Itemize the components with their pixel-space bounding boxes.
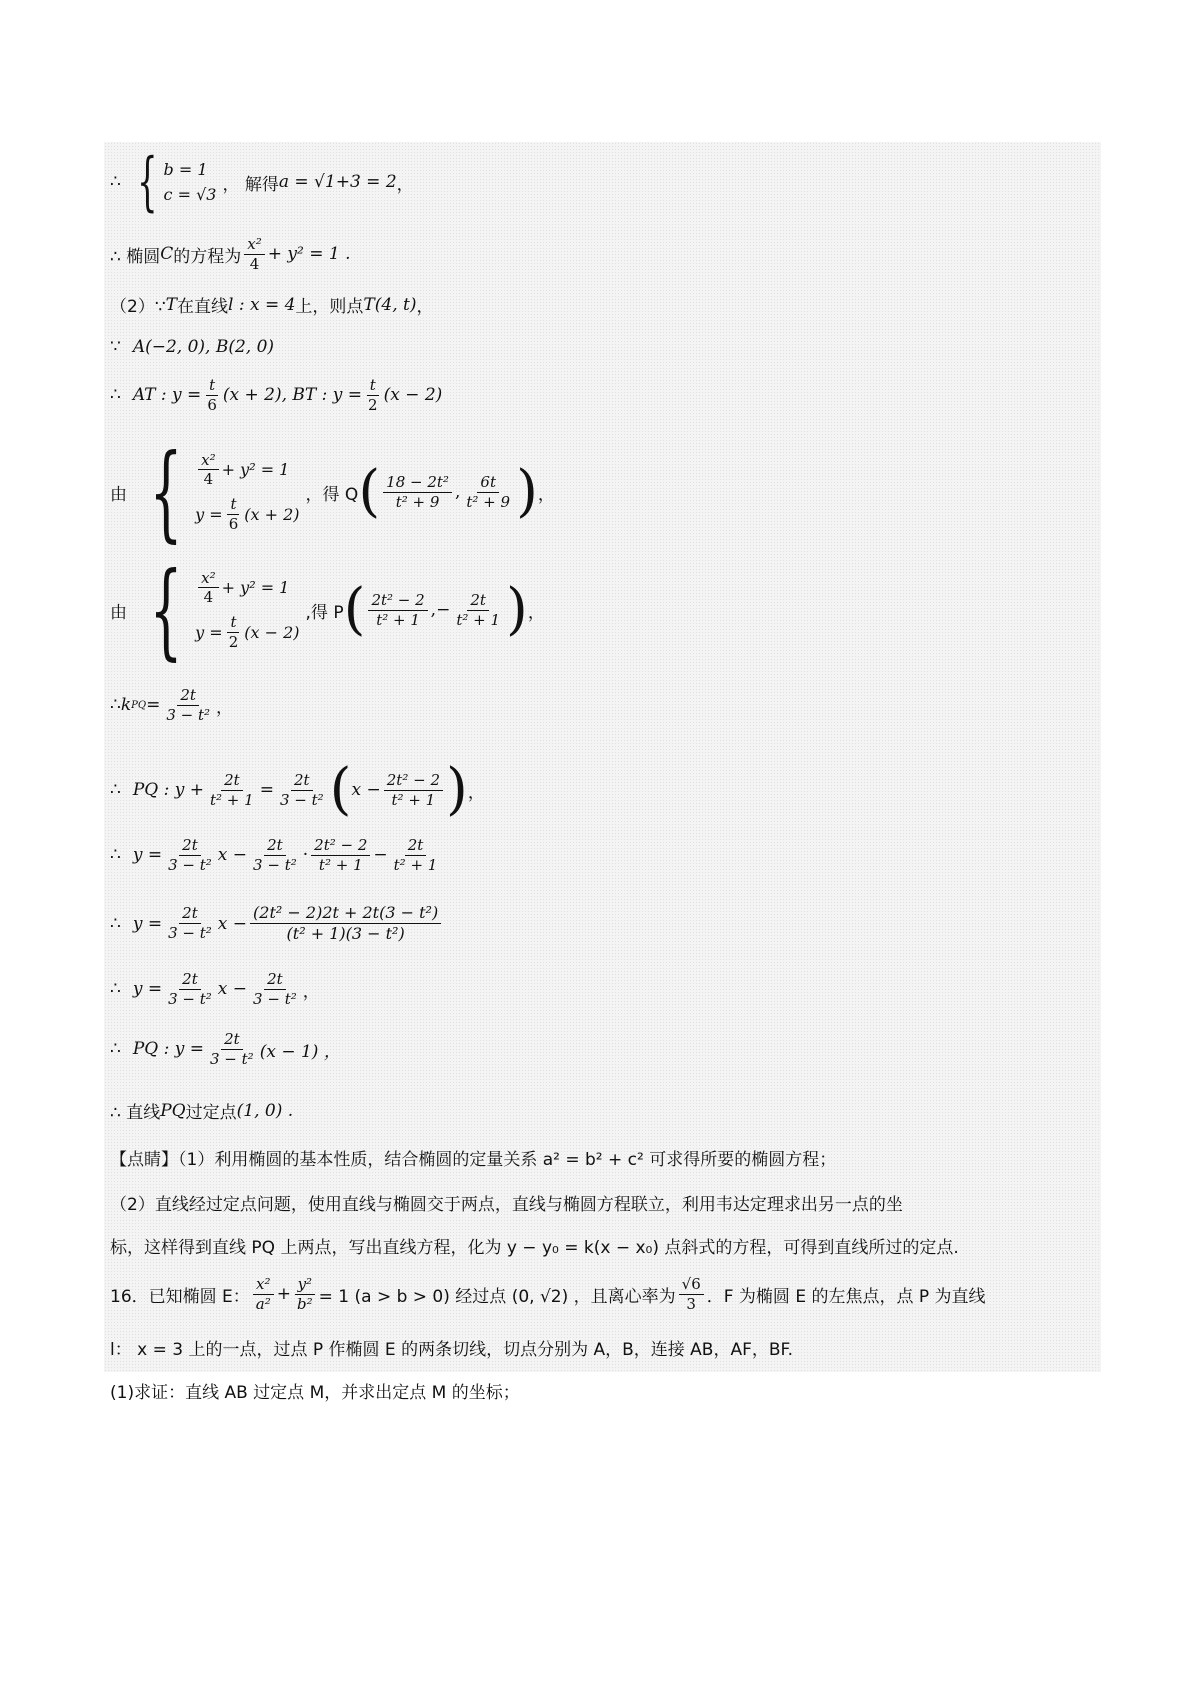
text: ∴ 椭圆 [110,246,161,267]
therefore-symbol: ∴ [110,780,121,800]
solution-shaded-block [104,142,1101,1372]
therefore-symbol: ∴ [110,979,121,1000]
text: ， [527,602,545,623]
eq-row: c = √3 [163,185,217,204]
equation-system: { $\frac{\text{x²}}{4}$ + y² = 1 y = $\frac{t}{2}$ (x − 2) [149,549,300,671]
math: (x + 2), BT : y = [222,385,363,406]
fraction: $\frac{6t}{\text{t² + 9}}$ [466,472,511,511]
therefore-symbol: ∴ [110,172,121,192]
therefore-symbol: ∴ [110,695,121,716]
note-line-1: 【点睛】（1）利用椭圆的基本性质，结合椭圆的定量关系 a² = b² + c² 可求得所要的椭圆方程； [110,1150,837,1170]
text: 由 [110,484,127,505]
fraction: $\frac{2t}{\text{3 − t²}}$ [166,686,211,724]
solution-line-9: ∴ PQ : y + $\frac{2t}{\text{t² + 1}}$ = $\frac{2t}{\text{3 − t²}}$ ( x − $\frac{\text{2t² − 2}}{\text{t² + 1}}$ ) ， [110,757,485,822]
math: A(−2, 0), B(2, 0) [132,337,275,357]
text: ， [537,484,555,505]
fraction: $\frac{\text{2t² − 2}}{\text{t² + 1}}$ [384,771,443,810]
fraction: $\frac{t}{2}$ [368,376,378,414]
equation-system: { $\frac{\text{x²}}{4}$ + y² = 1 y = $\frac{t}{6}$ (x + 2) [149,431,300,553]
solution-line-1 [110,145,414,219]
solution-line-5 [110,376,442,415]
fraction: $\frac{2t}{\text{t² + 1}}$ [210,770,254,809]
therefore-symbol: ∴ [110,913,121,934]
fraction: $\frac{2t}{\text{t² + 1}}$ [456,590,501,629]
text: ，得 Q [305,484,359,505]
math: + y² = 1 . [267,244,351,265]
text: 的方程为 [173,246,242,267]
text: ， [396,174,414,195]
question-16-line-1: 16．已知椭圆 E： $\frac{\text{x²}}{\text{a²}}$ + $\frac{\text{y²}}{\text{b²}}$ = 1 (a > b > 0) 经过点 (0, √2) ，且离心率为 $\frac{√6}{3}$ ．F 为椭圆 E 的左焦点，点 P 为直线 [110,1275,986,1313]
therefore-symbol: ∴ [110,385,121,406]
equation-system: { b = 1 c = √3 [137,145,217,219]
therefore-symbol: ∴ [110,1039,121,1060]
solution-line-7: 由 { $\frac{\text{x²}}{4}$ + y² = 1 y = $\frac{t}{2}$ (x − 2) ,得 P ( $\frac{\text{2t² − 2}}{\text{t² + 1}}$ , − $\frac{2t}{\text{t² + 1}}$ ) ， [110,549,545,671]
math: AT : y = [132,385,202,406]
math: C [160,244,174,265]
fraction: $\frac{t}{6}$ [207,376,217,414]
because-symbol: ∵ [110,337,121,357]
solution-line-13: ∴ PQ : y = $\frac{2t}{\text{3 − t²}}$ (x − 1) ， [110,1030,341,1068]
math: (x − 2) [383,385,443,406]
solution-line-4 [110,337,274,357]
solution-line-6: 由 { $\frac{\text{x²}}{4}$ + y² = 1 y = $\frac{t}{6}$ (x + 2) ，得 Q ( $\frac{\text{18 − 2t²}}{\text{t² + 9}}$ , $\frac{6t}{\text{t² + 9}}$ ) ， [110,431,555,553]
math: T(4, t) [363,294,417,315]
question-16-line-2: l： x = 3 上的一点，过点 P 作椭圆 E 的两条切线，切点分别为 A，B，连接 AB，AF，BF. [110,1340,793,1360]
text: 在直线 [176,297,228,317]
text: 上，则点 [295,297,364,317]
solution-line-10: ∴ y = $\frac{2t}{\text{3 − t²}}$ x − $\frac{2t}{\text{3 − t²}}$ · $\frac{\text{2t² − 2}}{\text{t² + 1}}$ − $\frac{2t}{\text{t² + 1}}$ [110,836,438,874]
math: a = √1+3 = 2 [278,172,397,192]
solution-line-8: ∴ k PQ = $\frac{2t}{\text{3 − t²}}$ ， [110,686,234,724]
solution-line-14: ∴ 直线 PQ 过定点 (1, 0) . [110,1100,294,1123]
text: （2）∵ [110,297,166,317]
eq-row: b = 1 [163,160,208,179]
text: ,得 P [305,602,344,623]
therefore-symbol: ∴ [110,845,121,866]
math: T [165,294,177,315]
fraction: $\frac{\text{2t² − 2}}{\text{t² + 1}}$ [368,591,427,630]
text: ， [416,297,434,317]
fraction: $\frac{\text{18 − 2t²}}{\text{t² + 9}}$ [383,473,452,512]
fraction: $\frac{\text{x²}}{4}$ [244,235,264,274]
math: l : x = 4 [227,294,296,315]
solution-line-2 [110,235,350,274]
note-line-2: （2）直线经过定点问题，使用直线与椭圆交于两点，直线与椭圆方程联立，利用韦达定理求出另一点的坐 [110,1195,903,1215]
text: 由 [110,602,127,623]
solution-line-12: ∴ y = $\frac{2t}{\text{3 − t²}}$ x − $\frac{2t}{\text{3 − t²}}$ ， [110,970,320,1008]
question-16-line-3: (1)求证：直线 AB 过定点 M，并求出定点 M 的坐标； [110,1383,520,1403]
note-line-3: 标，这样得到直线 PQ 上两点，写出直线方程，化为 y − y₀ = k(x − x₀) 点斜式的方程，可得到直线所过的定点. [110,1238,959,1258]
solution-line-3 [110,292,433,317]
text: ， 解得 [222,174,279,195]
solution-line-11: ∴ y = $\frac{2t}{\text{3 − t²}}$ x − $\frac{\text{(2t² − 2)2t + 2t(3 − t²)}}{\text{(t² + 1)(3 − t²)}}$ [110,903,444,944]
fraction: $\frac{2t}{\text{3 − t²}}$ [279,770,324,809]
